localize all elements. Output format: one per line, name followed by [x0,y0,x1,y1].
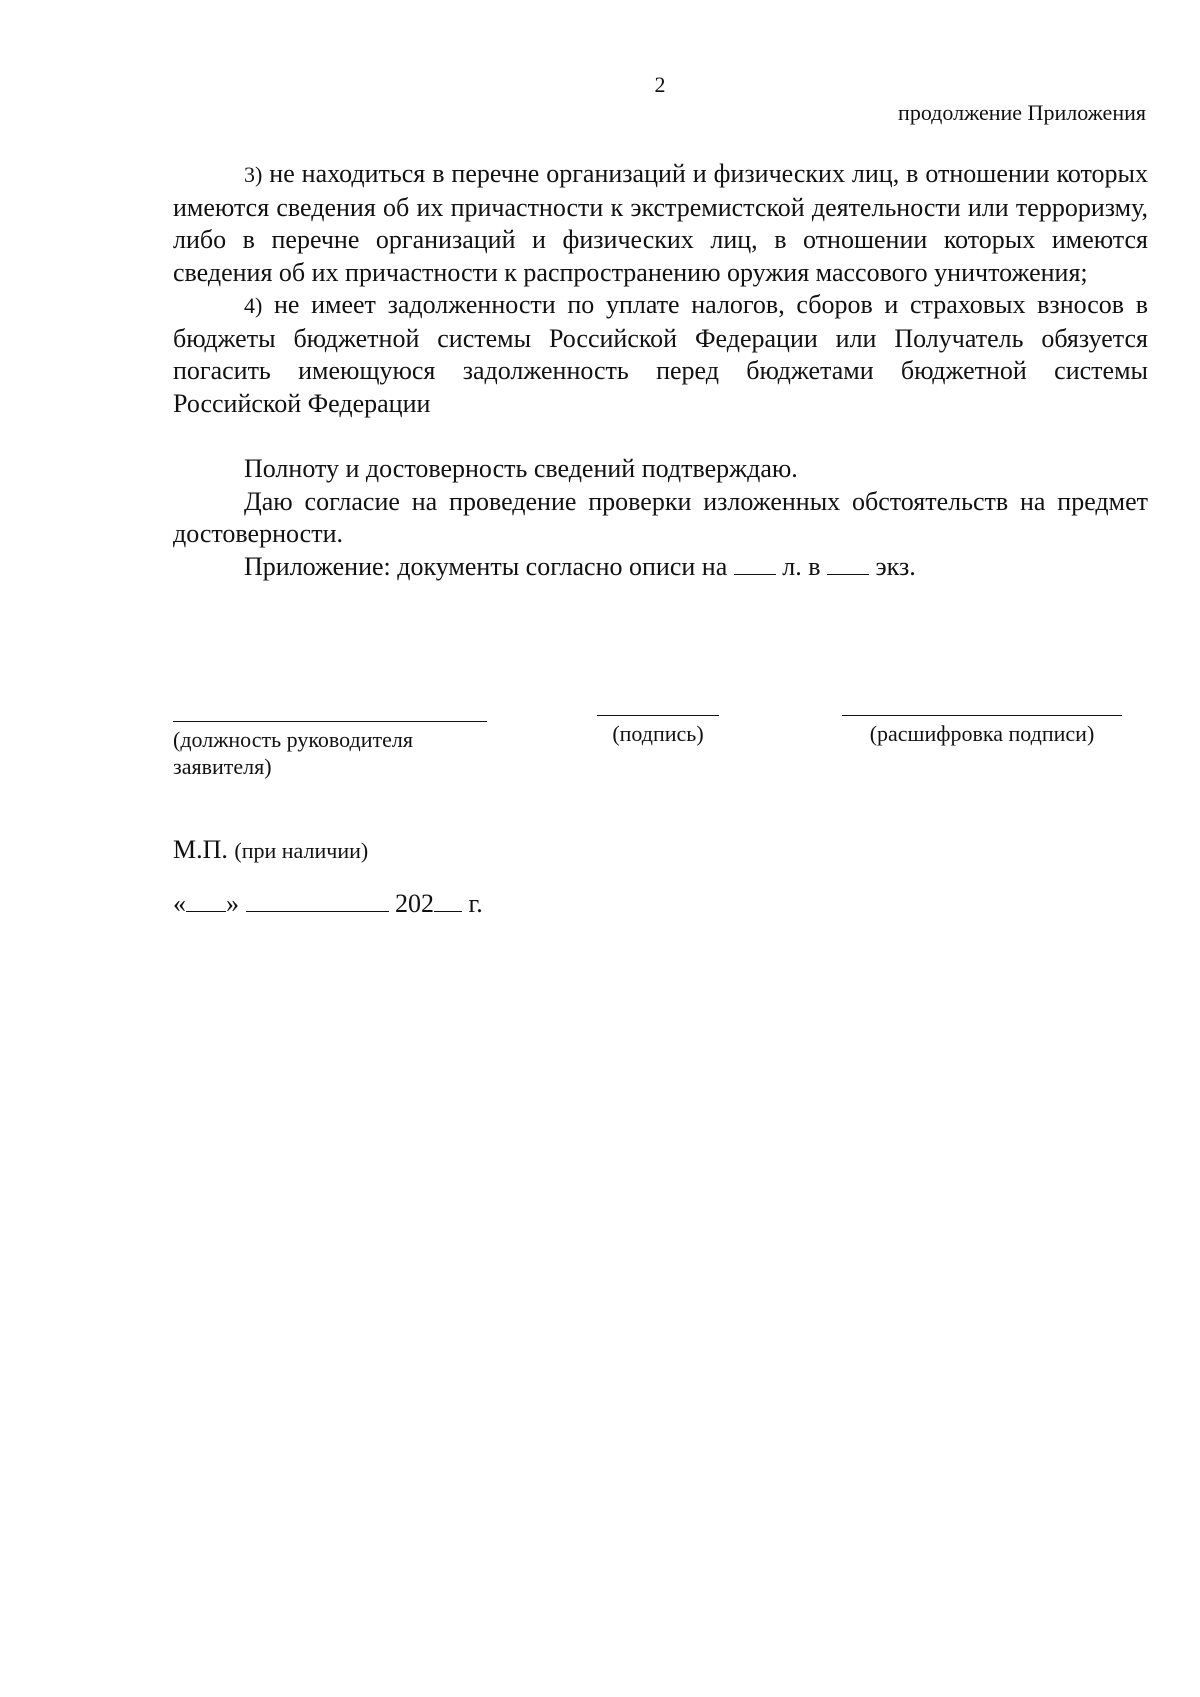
decoding-caption: (расшифровка подписи) [869,721,1095,746]
paragraph-gap [173,420,1148,453]
list-item-4 [173,289,1148,420]
item-number: 3) [244,162,263,187]
year-field[interactable] [434,889,462,912]
copies-count-field[interactable] [827,552,869,575]
attachment-middle: л. в [782,551,821,581]
page-number: 2 [654,72,666,97]
date-close-quote: » [226,889,239,918]
signature-caption: (подпись) [612,721,704,746]
attachment-prefix: Приложение: документы согласно описи на [244,551,728,581]
date-line [173,888,483,920]
stamp-note: (при наличии) [234,838,369,863]
item-text: не имеет задолженности по уплате налогов, сборов и страховых взносов в бюджеты бюджетной системы Российской Федерации или Получатель обязуется погасить имеющуюся задолженность перед бюджетами бюджетной системы Российской Федерации [173,290,1149,418]
stamp-placeholder [173,834,368,867]
continuation-label: продолжение Приложения [898,100,1146,125]
position-caption: (должность руководителя заявителя) [173,727,413,779]
confirmation-statement: Полноту и достоверность сведений подтверждаю. [244,454,798,483]
item-number: 4) [244,293,263,318]
document-body [173,158,1148,583]
signature-line[interactable] [597,715,719,716]
year-suffix: г. [468,889,483,918]
day-field[interactable] [186,889,226,912]
consent-statement: Даю согласие на проведение проверки изложенных обстоятельств на предмет достоверности. [173,486,1148,548]
list-item-3 [173,158,1148,289]
position-signature-line[interactable] [173,721,487,722]
sheets-count-field[interactable] [734,552,776,575]
stamp-label: М.П. [173,835,228,864]
decoding-signature-line[interactable] [842,715,1122,716]
item-text: не находиться в перечне организаций и физических лиц, в отношении которых имеются сведения об их причастности к экстремистской деятельности или терроризму, либо в перечне организаций и физических лиц, в отношении которых имеются сведения об их причастности к распространению оружия массового уничтожения; [173,159,1149,287]
attachment-suffix: экз. [875,551,916,581]
month-field[interactable] [246,889,389,912]
year-prefix: 202 [395,889,434,918]
date-open-quote: « [173,889,186,918]
attachment-statement [173,551,1148,584]
